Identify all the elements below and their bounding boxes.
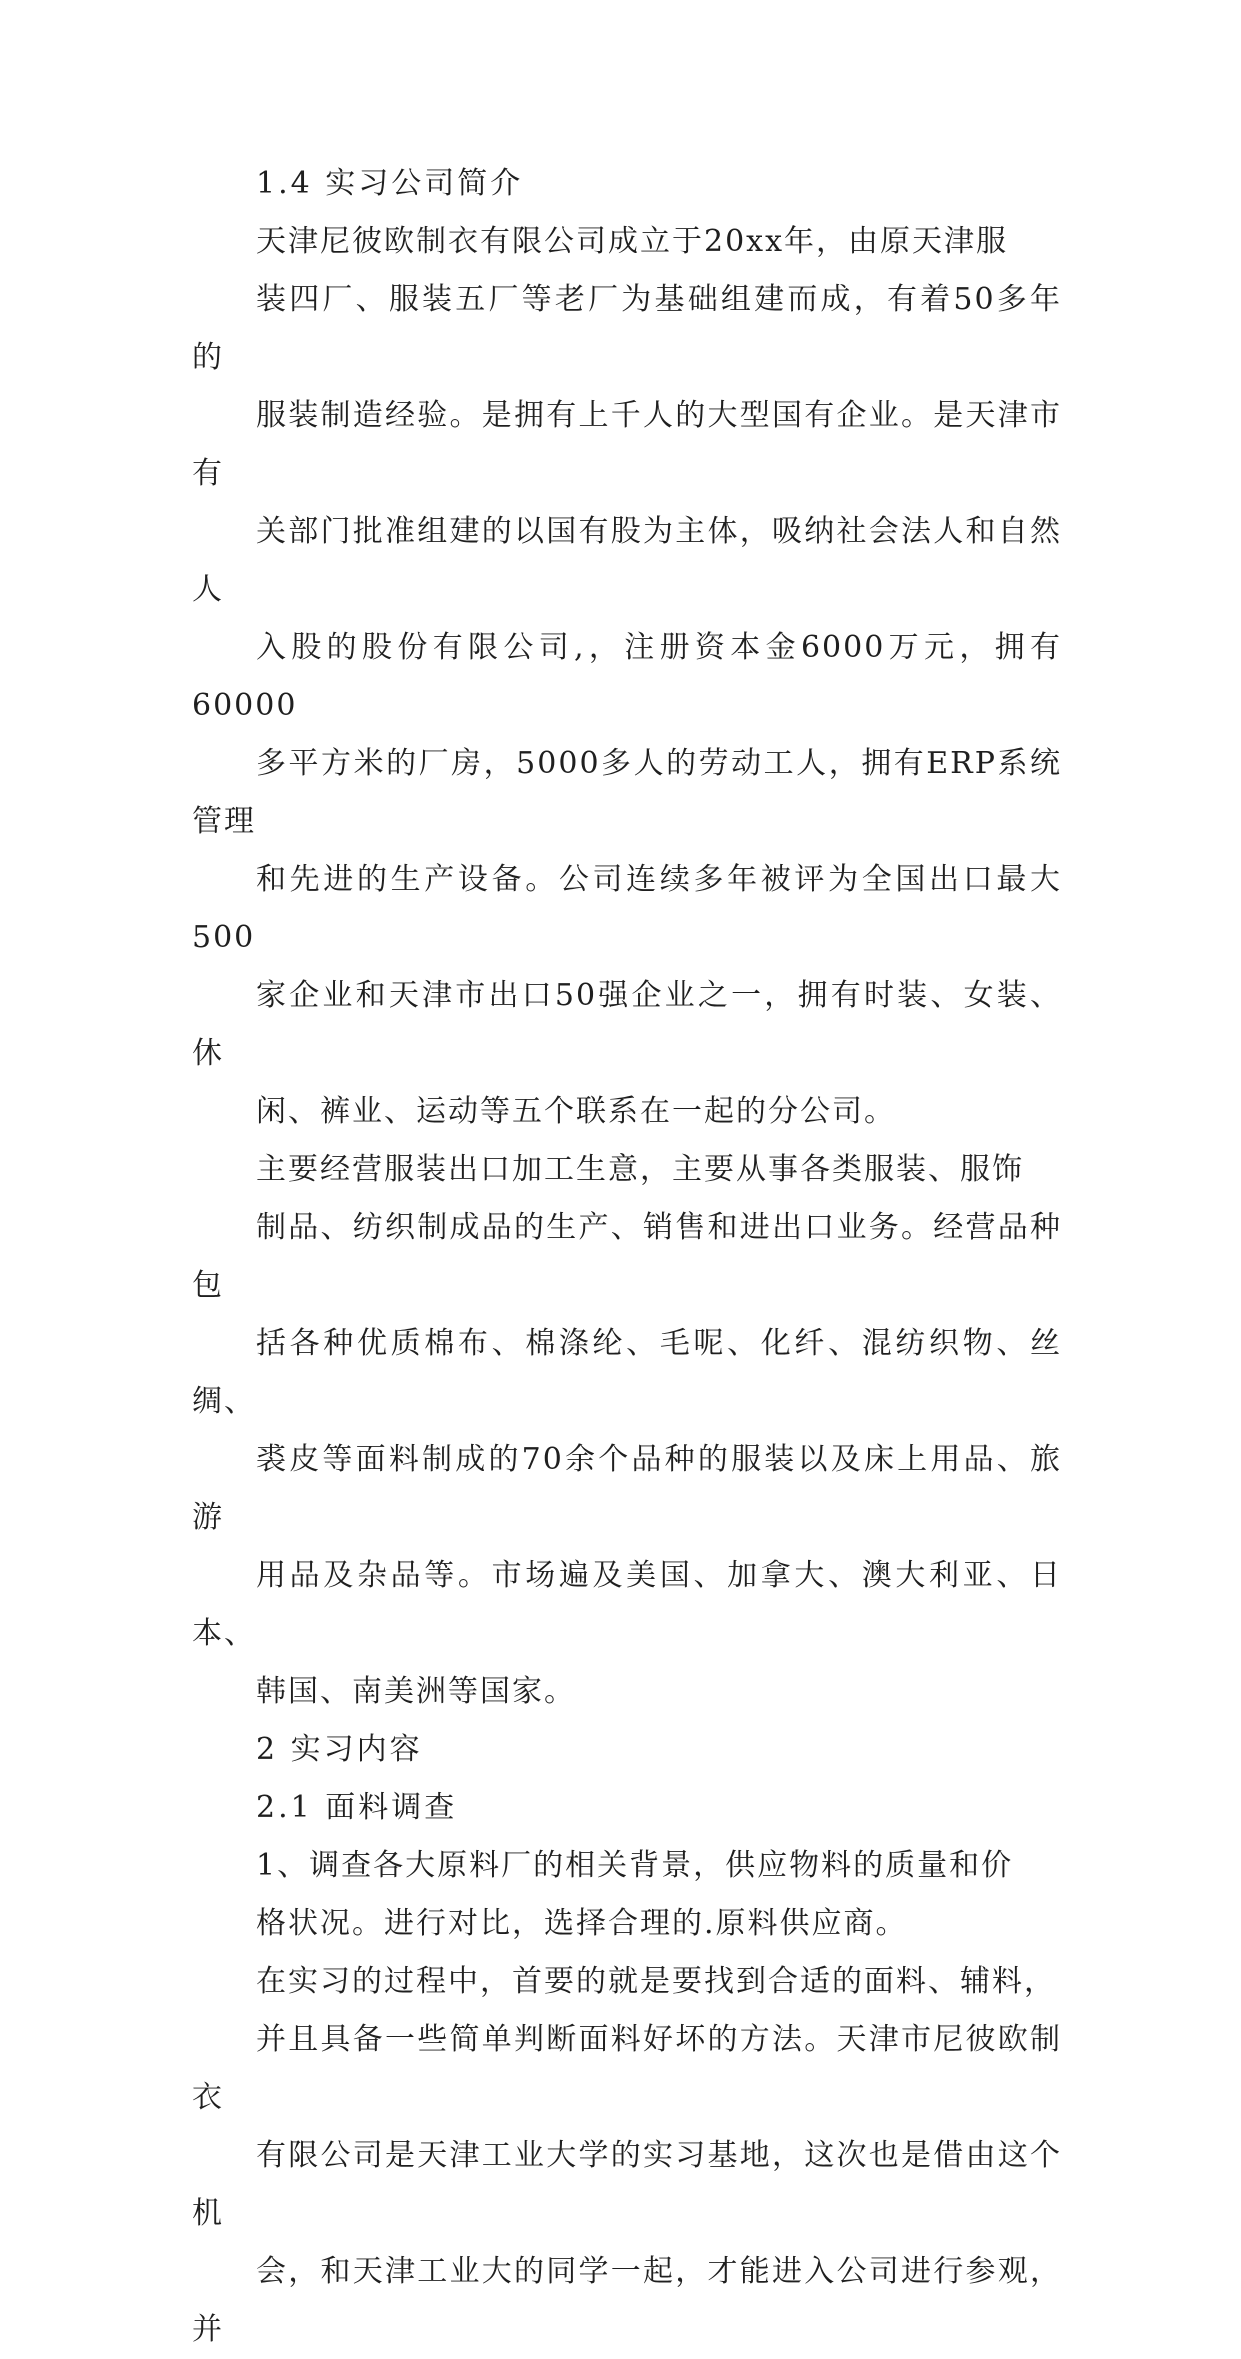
paragraph-business-scope [192,1141,1062,1721]
text-line: 天津尼彼欧制衣有限公司成立于20xx年，由原天津服 [256,224,1009,259]
text-line: 并且具备一些简单判断面料好坏的方法。天津市尼彼欧制衣 [192,2022,1062,2115]
text-line: 韩国、南美洲等国家。 [256,1674,576,1709]
text-line: 在实习的过程中，首要的就是要找到合适的面料、辅料， [256,1964,1056,1999]
paragraph-fabric-survey [192,1837,1062,1953]
text-line: 格状况。进行对比，选择合理的.原料供应商。 [256,1906,908,1941]
text-line: 闲、裤业、运动等五个联系在一起的分公司。 [256,1094,896,1129]
text-line: 和先进的生产设备。公司连续多年被评为全国出口最大500 [192,862,1062,955]
text-line: 装四厂、服装五厂等老厂为基础组建而成，有着50多年的 [192,282,1062,375]
text-line: 关部门批准组建的以国有股为主体，吸纳社会法人和自然人 [192,514,1062,607]
text-line: 主要经营服装出口加工生意，主要从事各类服装、服饰 [256,1152,1024,1187]
text-line: 括各种优质棉布、棉涤纶、毛呢、化纤、混纺织物、丝绸、 [192,1326,1062,1419]
text-line: 服装制造经验。是拥有上千人的大型国有企业。是天津市有 [192,398,1062,491]
text-line: 裘皮等面料制成的70余个品种的服装以及床上用品、旅游 [192,1442,1062,1535]
section-heading-1-4: 1.4 实习公司简介 [256,166,524,201]
text-line: 会，和天津工业大的同学一起，才能进入公司进行参观，并 [192,2254,1062,2347]
text-line: 有限公司是天津工业大学的实习基地，这次也是借由这个机 [192,2138,1062,2231]
text-line: 入股的股份有限公司,，注册资本金6000万元，拥有60000 [192,630,1062,723]
section-heading-2-1: 2.1 面料调查 [256,1790,458,1825]
paragraph-internship-process [192,1953,1062,2359]
section-heading-2: 2 实习内容 [256,1732,423,1767]
text-line: 1、调查各大原料厂的相关背景，供应物料的质量和价 [256,1848,1014,1883]
text-line: 家企业和天津市出口50强企业之一，拥有时装、女装、休 [192,978,1062,1071]
text-line: 制品、纺织制成品的生产、销售和进出口业务。经营品种包 [192,1210,1062,1303]
paragraph-company-intro [192,213,1062,1141]
text-line: 多平方米的厂房，5000多人的劳动工人，拥有ERP系统管理 [192,746,1062,839]
text-line: 用品及杂品等。市场遍及美国、加拿大、澳大利亚、日本、 [192,1558,1062,1651]
document-body [192,155,1062,2359]
